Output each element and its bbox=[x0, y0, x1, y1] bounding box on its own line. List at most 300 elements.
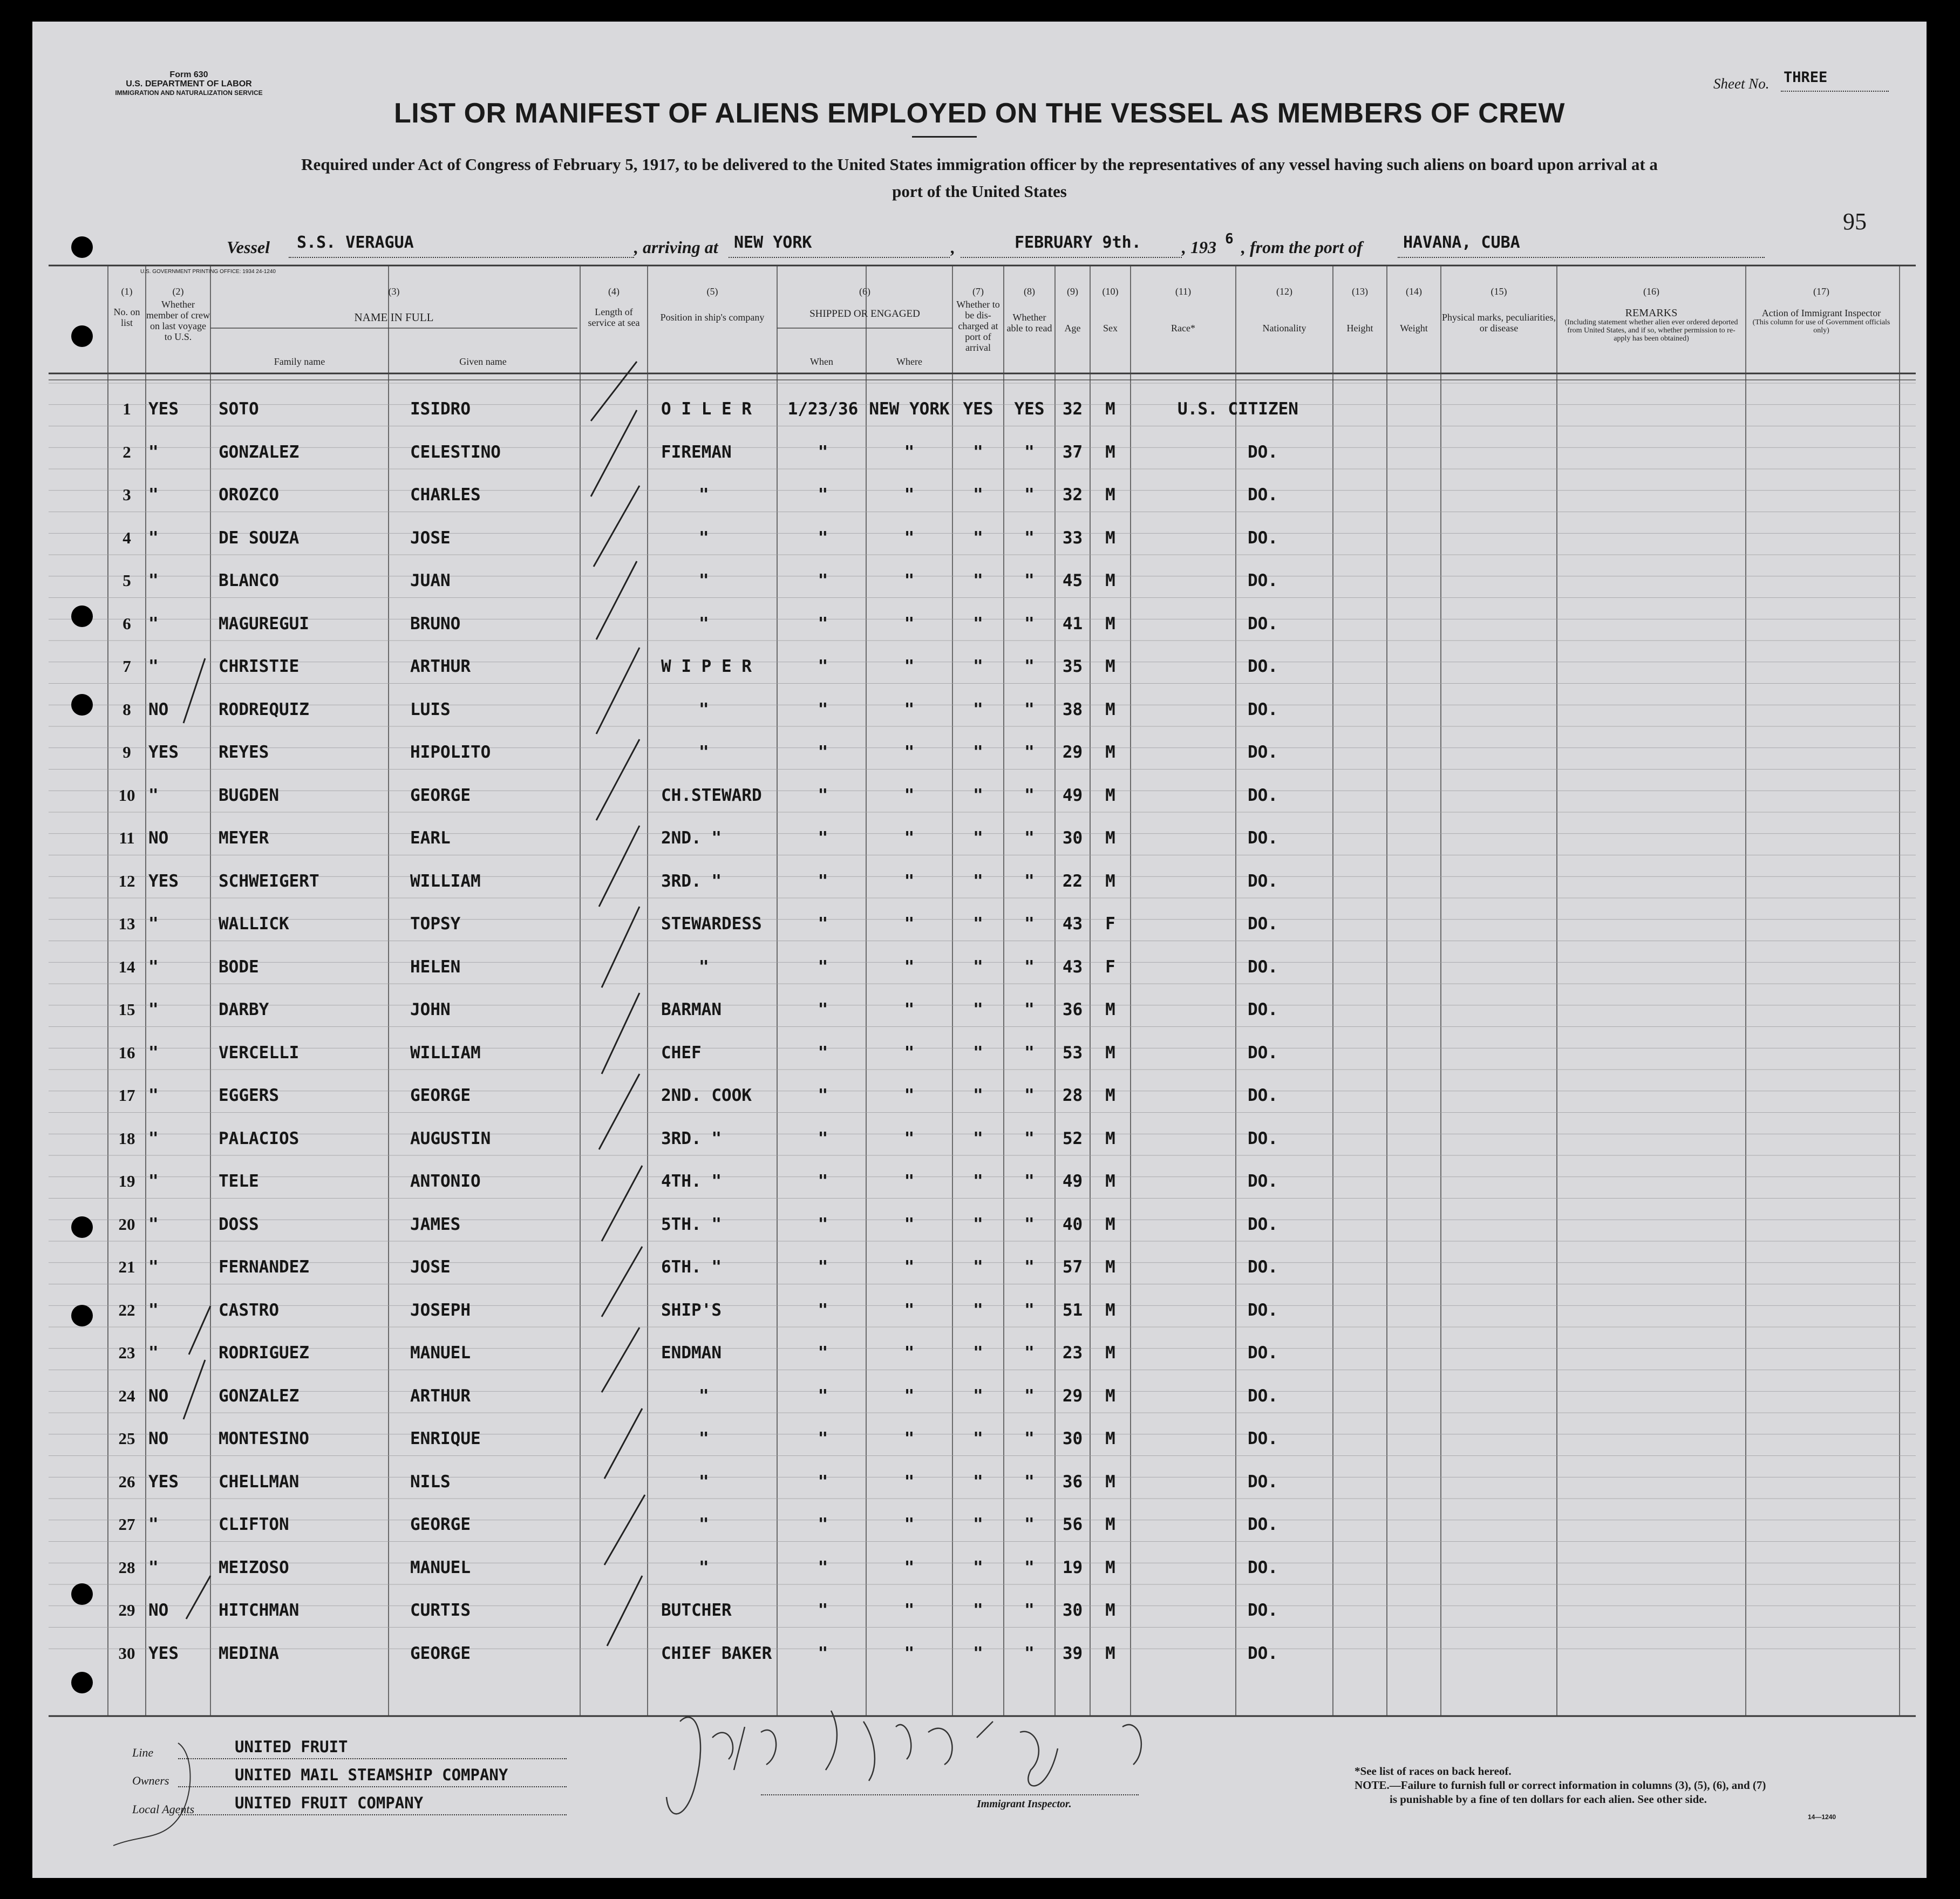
cell-where: " bbox=[904, 1386, 915, 1406]
cell-no: 25 bbox=[118, 1429, 135, 1448]
cell-read: " bbox=[1024, 871, 1035, 891]
sheet-number: THREE bbox=[1784, 69, 1828, 86]
cell-disch: " bbox=[973, 1000, 983, 1019]
cell-family: FERNANDEZ bbox=[219, 1257, 309, 1277]
cell-prev: " bbox=[148, 1128, 159, 1148]
cell-disch: " bbox=[973, 485, 983, 505]
cell-sex: M bbox=[1105, 1086, 1115, 1105]
cell-prev: NO bbox=[148, 1429, 169, 1448]
cell-where: " bbox=[904, 1128, 915, 1148]
cell-when: " bbox=[818, 571, 828, 590]
cell-disch: " bbox=[973, 871, 983, 891]
family-name-header: Family name bbox=[274, 356, 325, 367]
cell-disch: " bbox=[973, 614, 983, 634]
cell-read: " bbox=[1024, 442, 1035, 462]
cell-position: 4TH. " bbox=[661, 1172, 722, 1191]
cell-sex: M bbox=[1105, 699, 1115, 719]
cell-no: 21 bbox=[118, 1257, 135, 1276]
cell-where: " bbox=[904, 1343, 915, 1363]
cell-disch: " bbox=[973, 1343, 983, 1363]
col3-header: (3) NAME IN FULL bbox=[354, 286, 434, 324]
cell-age: 51 bbox=[1062, 1300, 1083, 1320]
cell-read: " bbox=[1024, 1429, 1035, 1448]
cell-race: DO. bbox=[1248, 485, 1278, 505]
cell-where: " bbox=[904, 914, 915, 934]
line-underline bbox=[178, 1758, 567, 1759]
cell-when: " bbox=[818, 828, 828, 848]
cell-sex: M bbox=[1105, 485, 1115, 505]
cell-no: 13 bbox=[118, 914, 135, 933]
cell-sex: M bbox=[1105, 1000, 1115, 1019]
cell-no: 30 bbox=[118, 1643, 135, 1663]
cell-sex: M bbox=[1105, 399, 1115, 419]
year-digit: 6 bbox=[1225, 231, 1234, 247]
cell-disch: " bbox=[973, 528, 983, 548]
cell-race: DO. bbox=[1248, 1300, 1278, 1320]
cell-prev: NO bbox=[148, 1601, 169, 1620]
from-label: , from the port of bbox=[1241, 237, 1363, 257]
col6-header: (6) SHIPPED OR ENGAGED bbox=[809, 286, 920, 319]
cell-disch: " bbox=[973, 657, 983, 676]
cell-family: MAGUREGUI bbox=[219, 614, 309, 634]
cell-no: 18 bbox=[118, 1128, 135, 1148]
cell-prev: " bbox=[148, 957, 159, 977]
cell-sex: M bbox=[1105, 1472, 1115, 1492]
cell-position: " bbox=[699, 957, 709, 977]
cell-when: " bbox=[818, 528, 828, 548]
cell-age: 30 bbox=[1062, 1429, 1083, 1448]
cell-when: " bbox=[818, 1515, 828, 1534]
penalty-note-2: is punishable by a fine of ten dollars for each alien. See other side. bbox=[1390, 1793, 1707, 1806]
cell-age: 49 bbox=[1062, 785, 1083, 805]
cell-given: ENRIQUE bbox=[410, 1429, 481, 1448]
cell-given: NILS bbox=[410, 1472, 451, 1492]
cell-position: BARMAN bbox=[661, 1000, 722, 1019]
cell-sex: M bbox=[1105, 1172, 1115, 1191]
cell-race: DO. bbox=[1248, 1472, 1278, 1492]
cell-position: " bbox=[699, 485, 709, 505]
cell-when: " bbox=[818, 657, 828, 676]
inspector-line bbox=[761, 1794, 1139, 1795]
cell-prev: " bbox=[148, 1343, 159, 1363]
col11-header: (11) Race* bbox=[1171, 286, 1195, 333]
cell-read: " bbox=[1024, 1601, 1035, 1620]
cell-position: 5TH. " bbox=[661, 1214, 722, 1234]
given-name-header: Given name bbox=[459, 356, 507, 367]
cell-prev: " bbox=[148, 1557, 159, 1577]
cell-no: 5 bbox=[122, 571, 131, 590]
cell-prev: NO bbox=[148, 828, 169, 848]
cell-where: " bbox=[904, 442, 915, 462]
cell-family: CASTRO bbox=[219, 1300, 279, 1320]
sheet-label: Sheet No. bbox=[1713, 76, 1770, 92]
cell-family: OROZCO bbox=[219, 485, 279, 505]
form-code: 14—1240 bbox=[1808, 1813, 1836, 1821]
cell-sex: M bbox=[1105, 871, 1115, 891]
cell-age: 32 bbox=[1062, 485, 1083, 505]
cell-race: U.S. CITIZEN bbox=[1178, 399, 1298, 419]
col14-header: (14) Weight bbox=[1400, 286, 1428, 333]
cell-no: 19 bbox=[118, 1172, 135, 1190]
cell-disch: " bbox=[973, 1043, 983, 1063]
cell-position: 3RD. " bbox=[661, 1128, 722, 1148]
cell-position: " bbox=[699, 571, 709, 590]
cell-no: 2 bbox=[122, 442, 131, 461]
cell-family: SCHWEIGERT bbox=[219, 871, 319, 891]
cell-race: DO. bbox=[1248, 1214, 1278, 1234]
cell-prev: " bbox=[148, 657, 159, 676]
cell-race: DO. bbox=[1248, 828, 1278, 848]
cell-given: WILLIAM bbox=[410, 871, 481, 891]
cell-sex: M bbox=[1105, 1601, 1115, 1620]
cell-sex: M bbox=[1105, 657, 1115, 676]
cell-position: O I L E R bbox=[661, 399, 752, 419]
cell-given: GEORGE bbox=[410, 785, 471, 805]
cell-age: 56 bbox=[1062, 1515, 1083, 1534]
cell-position: " bbox=[699, 614, 709, 634]
cell-position: FIREMAN bbox=[661, 442, 732, 462]
cell-when: " bbox=[818, 914, 828, 934]
cell-position: SHIP'S bbox=[661, 1300, 722, 1320]
binder-hole bbox=[71, 325, 93, 347]
cell-position: 6TH. " bbox=[661, 1257, 722, 1277]
cell-prev: " bbox=[148, 1300, 159, 1320]
cell-age: 45 bbox=[1062, 571, 1083, 590]
cell-position: ENDMAN bbox=[661, 1343, 722, 1363]
cell-read: YES bbox=[1014, 399, 1045, 419]
cell-given: MANUEL bbox=[410, 1343, 471, 1363]
binder-hole bbox=[71, 236, 93, 258]
cell-race: DO. bbox=[1248, 1429, 1278, 1448]
cell-race: DO. bbox=[1248, 1386, 1278, 1406]
cell-race: DO. bbox=[1248, 571, 1278, 590]
cell-race: DO. bbox=[1248, 528, 1278, 548]
cell-when: " bbox=[818, 1601, 828, 1620]
cell-disch: " bbox=[973, 699, 983, 719]
cell-when: " bbox=[818, 785, 828, 805]
cell-disch: " bbox=[973, 743, 983, 762]
cell-when: " bbox=[818, 957, 828, 977]
arrival-date: FEBRUARY 9th. bbox=[1015, 233, 1141, 252]
cell-no: 3 bbox=[122, 485, 131, 504]
cell-race: DO. bbox=[1248, 1000, 1278, 1019]
subtitle-line1: Required under Act of Congress of February 5, 1917, to be delivered to the United States immigration officer by the representatives of any vessel having such aliens on board upon arrival at a bbox=[301, 155, 1658, 174]
cell-disch: " bbox=[973, 828, 983, 848]
inspector-label: Immigrant Inspector. bbox=[977, 1798, 1072, 1810]
subtitle-line2: port of the United States bbox=[892, 182, 1067, 201]
penalty-note: NOTE.—Failure to furnish full or correct information in columns (3), (5), (6), and (7) bbox=[1355, 1779, 1766, 1792]
cell-where: " bbox=[904, 1043, 915, 1063]
cell-given: CURTIS bbox=[410, 1601, 471, 1620]
cell-read: " bbox=[1024, 657, 1035, 676]
cell-position: CH.STEWARD bbox=[661, 785, 762, 805]
cell-age: 43 bbox=[1062, 957, 1083, 977]
col1-header: (1) No. on list bbox=[113, 286, 140, 328]
cell-where: " bbox=[904, 1214, 915, 1234]
cell-position: 3RD. " bbox=[661, 871, 722, 891]
cell-race: DO. bbox=[1248, 785, 1278, 805]
cell-family: DOSS bbox=[219, 1214, 259, 1234]
cell-no: 14 bbox=[118, 957, 135, 976]
cell-given: ANTONIO bbox=[410, 1172, 481, 1191]
cell-read: " bbox=[1024, 1300, 1035, 1320]
cell-disch: " bbox=[973, 1643, 983, 1663]
cell-no: 24 bbox=[118, 1386, 135, 1405]
cell-disch: " bbox=[973, 442, 983, 462]
cell-family: HITCHMAN bbox=[219, 1601, 300, 1620]
cell-age: 30 bbox=[1062, 828, 1083, 848]
cell-where: " bbox=[904, 1086, 915, 1105]
cell-no: 27 bbox=[118, 1515, 135, 1534]
service: IMMIGRATION AND NATURALIZATION SERVICE bbox=[115, 89, 263, 97]
col2-header: (2) Whether member of crew on last voyage to U.S. bbox=[146, 286, 210, 342]
cell-prev: NO bbox=[148, 699, 169, 719]
agents-value: UNITED FRUIT COMPANY bbox=[235, 1794, 424, 1812]
cell-family: BLANCO bbox=[219, 571, 279, 590]
cell-read: " bbox=[1024, 1472, 1035, 1492]
cell-race: DO. bbox=[1248, 957, 1278, 977]
cell-prev: " bbox=[148, 528, 159, 548]
cell-read: " bbox=[1024, 1515, 1035, 1534]
cell-given: ARTHUR bbox=[410, 657, 471, 676]
cell-when: " bbox=[818, 1386, 828, 1406]
cell-age: 49 bbox=[1062, 1172, 1083, 1191]
cell-family: DARBY bbox=[219, 1000, 269, 1019]
manifest-sheet: Form 630 U.S. DEPARTMENT OF LABOR IMMIGRATION AND NATURALIZATION SERVICE Sheet No. THREE LIST OR MANIFEST OF ALIENS EMPLOYED ON THE VESSEL AS MEMBERS OF CREW Required under Act of Congress of February 5, 1917, to be delivered to the United States immigration officer by the representatives of any vessel having such aliens on board upon arrival at a port of the United States 95 Vessel S.S. VERAGUA , arriving at NEW YORK , FEBRUARY 9th. , 193 6 , from the port of HAVANA, CUBA U.S. GOVERNMENT PRINTING OFFICE: 1934 24-1240 (1) No. on list (2) Whether member of crew on last voyage to U.S. (3) NAME IN FULL Family name Given name (4) Length of service at sea (5) Position in ship's company (6) SHIPPED OR ENGAGED When Where (7) Whether to be dis-charged at port of arrival (8) Whether able to read (9) Age (10) Sex (11) Race* (12) Nationality (13) Height (14) Weight (15) Physical marks, peculiarities, or disease (16) REMARKS (Including statement whether alien ever ordered deported from United States, and if so, whether permission to re-apply has been obtained) (17) Action of Immigrant Inspector (This column for use of Government officials only) 1 YES SOTO ISIDRO O I L E R 1/23/36 NEW YORK YES YES 32 M U.S. CITIZEN 2 " GONZALEZ CELESTINO FIREMAN " " " " 37 M DO. 3 " OROZCO CHARLES " " " " " 32 M DO. 4 " DE SOUZA JOSE " " " " " 33 M DO. 5 " BLANCO JUAN " " " " " 45 M DO. 6 " MAGUREGUI BRUNO " " " " " 41 M DO. 7 " CHRISTIE ARTHUR W I P E R " " " " 35 M DO. 8 NO RODREQUIZ LUIS " " " " " 38 M DO. 9 YES REYES HIPOLITO " " " " " 29 M DO. 10 " BUGDEN GEORGE CH.STEWARD " " " " 49 M DO. 11 NO MEYER EARL 2ND. " " " " " 30 M DO. 12 YES SCHWEIGERT WILLIAM 3RD. " " " " " 22 M DO. 13 " WALLICK TOPSY STEWARDESS " " " " 43 F DO. 14 " BODE HELEN " " " " " 43 F DO. 15 " DARBY JOHN BARMAN " " " " 36 M DO. 16 " VERCELLI WILLIAM CHEF " " " " 53 M DO. 17 " EGGERS GEORGE 2ND. COOK " " " " 28 M DO. 18 " PALACIOS AUGUSTIN 3RD. " " " " " 52 M DO. 19 " TELE ANTONIO 4TH. " " " " " 49 M DO. 20 " DOSS JAMES 5TH. " " " " " 40 M DO. 21 " FERNANDEZ JOSE 6TH. " " " " " 57 M DO. 22 " CASTRO JOSEPH SHIP'S " " " " 51 M DO. 23 " RODRIGUEZ MANUEL ENDMAN " " " " 23 M DO. 24 NO GONZALEZ ARTHUR " " " " " 29 M DO. 25 NO MONTESINO ENRIQUE " " " " " 30 M DO. 26 YES CHELLMAN NILS " " " " " 36 M DO. 27 " CLIFTON GEORGE " " " " " 56 M DO. 28 " MEIZOSO MANUEL " " " " " 19 M DO. 29 NO HITCHMAN CURTIS BUTCHER " " " " 30 M DO. 30 YES MEDINA GEORGE CHIEF BAKER " " " " 39 M DO. Line UNITED FRUIT Owners UNITED MAIL STEAMSHIP COMPANY Local Agents UNITED FRUIT COMPANY Immigrant Inspector. *See list of races on back hereof. NOTE.—Failure to furnish full or correct information in columns (3), (5), (6), and (7) is punishable by a fine of ten dollars for each alien. See other side. 14—1240 bbox=[32, 22, 1927, 1878]
cell-family: REYES bbox=[219, 743, 269, 762]
cell-disch: " bbox=[973, 1386, 983, 1406]
col16-header: (16) REMARKS (Including statement whether alien ever ordered deported from United States, and if so, whether permission to re-apply has been obtained) bbox=[1564, 286, 1738, 343]
owners-label: Owners bbox=[132, 1774, 169, 1787]
cell-family: EGGERS bbox=[219, 1086, 279, 1105]
cell-disch: " bbox=[973, 1214, 983, 1234]
cell-race: DO. bbox=[1248, 699, 1278, 719]
cell-disch: " bbox=[973, 1515, 983, 1534]
cell-where: " bbox=[904, 1000, 915, 1019]
cell-no: 16 bbox=[118, 1043, 135, 1062]
cell-disch: " bbox=[973, 1601, 983, 1620]
cell-family: DE SOUZA bbox=[219, 528, 300, 548]
cell-age: 36 bbox=[1062, 1000, 1083, 1019]
cell-no: 23 bbox=[118, 1343, 135, 1362]
cell-disch: " bbox=[973, 1172, 983, 1191]
col17-header: (17) Action of Immigrant Inspector (This column for use of Government officials only) bbox=[1752, 286, 1890, 335]
cell-prev: " bbox=[148, 485, 159, 505]
cell-position: " bbox=[699, 528, 709, 548]
cell-when: " bbox=[818, 442, 828, 462]
cell-no: 9 bbox=[122, 743, 131, 761]
cell-read: " bbox=[1024, 485, 1035, 505]
cell-when: " bbox=[818, 1300, 828, 1320]
cell-sex: M bbox=[1105, 528, 1115, 548]
agents-underline bbox=[178, 1814, 567, 1815]
cell-sex: M bbox=[1105, 785, 1115, 805]
cell-family: CHELLMAN bbox=[219, 1472, 300, 1492]
cell-when: " bbox=[818, 743, 828, 762]
cell-read: " bbox=[1024, 528, 1035, 548]
cell-given: JUAN bbox=[410, 571, 451, 590]
cell-race: DO. bbox=[1248, 1601, 1278, 1620]
cell-race: DO. bbox=[1248, 914, 1278, 934]
cell-position: W I P E R bbox=[661, 657, 752, 676]
col9-header: (9) Age bbox=[1064, 286, 1081, 333]
cell-prev: " bbox=[148, 785, 159, 805]
owners-underline bbox=[178, 1786, 567, 1787]
cell-when: " bbox=[818, 871, 828, 891]
col4-header: (4) Length of service at sea bbox=[588, 286, 640, 328]
cell-where: " bbox=[904, 1172, 915, 1191]
cell-no: 29 bbox=[118, 1601, 135, 1619]
cell-family: MONTESINO bbox=[219, 1429, 309, 1448]
cell-sex: M bbox=[1105, 1515, 1115, 1534]
cell-no: 17 bbox=[118, 1086, 135, 1105]
cell-age: 41 bbox=[1062, 614, 1083, 634]
cell-disch: " bbox=[973, 1086, 983, 1105]
cell-given: GEORGE bbox=[410, 1643, 471, 1663]
cell-family: RODREQUIZ bbox=[219, 699, 309, 719]
cell-age: 38 bbox=[1062, 699, 1083, 719]
cell-read: " bbox=[1024, 1257, 1035, 1277]
cell-where: " bbox=[904, 1601, 915, 1620]
cell-where: " bbox=[904, 1300, 915, 1320]
cell-where: " bbox=[904, 871, 915, 891]
manifest-title: LIST OR MANIFEST OF ALIENS EMPLOYED ON THE VESSEL AS MEMBERS OF CREW bbox=[394, 98, 1565, 129]
cell-family: PALACIOS bbox=[219, 1128, 300, 1148]
cell-read: " bbox=[1024, 1043, 1035, 1063]
cell-disch: " bbox=[973, 1472, 983, 1492]
cell-family: GONZALEZ bbox=[219, 442, 300, 462]
cell-where: " bbox=[904, 1557, 915, 1577]
cell-no: 10 bbox=[118, 785, 135, 805]
cell-read: " bbox=[1024, 957, 1035, 977]
cell-when: " bbox=[818, 614, 828, 634]
cell-given: GEORGE bbox=[410, 1515, 471, 1534]
cell-when: " bbox=[818, 699, 828, 719]
binder-hole bbox=[71, 1672, 93, 1693]
cell-no: 12 bbox=[118, 871, 135, 890]
department: U.S. DEPARTMENT OF LABOR bbox=[126, 79, 252, 89]
cell-read: " bbox=[1024, 1343, 1035, 1363]
line-value: UNITED FRUIT bbox=[235, 1738, 348, 1756]
cell-race: DO. bbox=[1248, 743, 1278, 762]
cell-when: " bbox=[818, 1472, 828, 1492]
cell-given: ISIDRO bbox=[410, 399, 471, 419]
cell-family: RODRIGUEZ bbox=[219, 1343, 309, 1363]
grid-lines bbox=[49, 266, 1916, 1716]
cell-where: " bbox=[904, 828, 915, 848]
cell-prev: " bbox=[148, 614, 159, 634]
cell-race: DO. bbox=[1248, 871, 1278, 891]
cell-prev: YES bbox=[148, 743, 179, 762]
cell-given: BRUNO bbox=[410, 614, 461, 634]
cell-family: SOTO bbox=[219, 399, 259, 419]
cell-when: " bbox=[818, 1043, 828, 1063]
cell-given: WILLIAM bbox=[410, 1043, 481, 1063]
cell-read: " bbox=[1024, 828, 1035, 848]
cell-given: MANUEL bbox=[410, 1557, 471, 1577]
cell-prev: YES bbox=[148, 399, 179, 419]
arriving-port: NEW YORK bbox=[734, 233, 812, 252]
cell-family: GONZALEZ bbox=[219, 1386, 300, 1406]
cell-prev: " bbox=[148, 1086, 159, 1105]
cell-given: JOSEPH bbox=[410, 1300, 471, 1320]
cell-disch: " bbox=[973, 957, 983, 977]
cell-read: " bbox=[1024, 1214, 1035, 1234]
cell-sex: M bbox=[1105, 1343, 1115, 1363]
from-port: HAVANA, CUBA bbox=[1403, 233, 1520, 252]
cell-given: JOHN bbox=[410, 1000, 451, 1019]
col8-header: (8) Whether able to read bbox=[1006, 286, 1052, 333]
cell-age: 43 bbox=[1062, 914, 1083, 934]
cell-prev: YES bbox=[148, 1472, 179, 1492]
cell-disch: " bbox=[973, 571, 983, 590]
cell-read: " bbox=[1024, 914, 1035, 934]
cell-position: 2ND. " bbox=[661, 828, 722, 848]
cell-family: VERCELLI bbox=[219, 1043, 300, 1063]
cell-prev: " bbox=[148, 571, 159, 590]
cell-sex: M bbox=[1105, 442, 1115, 462]
cell-prev: " bbox=[148, 1515, 159, 1534]
cell-prev: " bbox=[148, 442, 159, 462]
cell-no: 11 bbox=[119, 828, 135, 847]
cell-position: 2ND. COOK bbox=[661, 1086, 752, 1105]
cell-family: MEIZOSO bbox=[219, 1557, 289, 1577]
cell-age: 52 bbox=[1062, 1128, 1083, 1148]
cell-when: " bbox=[818, 1086, 828, 1105]
cell-prev: " bbox=[148, 1214, 159, 1234]
cell-given: LUIS bbox=[410, 699, 451, 719]
cell-family: WALLICK bbox=[219, 914, 289, 934]
cell-given: JOSE bbox=[410, 1257, 451, 1277]
cell-no: 7 bbox=[122, 657, 131, 676]
cell-position: BUTCHER bbox=[661, 1601, 732, 1620]
cell-sex: F bbox=[1105, 957, 1115, 977]
cell-read: " bbox=[1024, 743, 1035, 762]
cell-disch: " bbox=[973, 1557, 983, 1577]
cell-race: DO. bbox=[1248, 1643, 1278, 1663]
cell-position: " bbox=[699, 1429, 709, 1448]
cell-no: 20 bbox=[118, 1214, 135, 1234]
cell-where: " bbox=[904, 1472, 915, 1492]
col13-header: (13) Height bbox=[1346, 286, 1373, 333]
cell-race: DO. bbox=[1248, 657, 1278, 676]
cell-read: " bbox=[1024, 1386, 1035, 1406]
cell-read: " bbox=[1024, 1643, 1035, 1663]
cell-disch: " bbox=[973, 1429, 983, 1448]
cell-where: " bbox=[904, 1257, 915, 1277]
cell-read: " bbox=[1024, 1086, 1035, 1105]
cell-age: 28 bbox=[1062, 1086, 1083, 1105]
cell-age: 35 bbox=[1062, 657, 1083, 676]
cell-family: BUGDEN bbox=[219, 785, 279, 805]
cell-age: 29 bbox=[1062, 743, 1083, 762]
cell-sex: M bbox=[1105, 1386, 1115, 1406]
printing-note: U.S. GOVERNMENT PRINTING OFFICE: 1934 24-1240 bbox=[140, 269, 276, 275]
cell-age: 19 bbox=[1062, 1557, 1083, 1577]
cell-age: 40 bbox=[1062, 1214, 1083, 1234]
when-header: When bbox=[810, 356, 833, 367]
cell-sex: M bbox=[1105, 1429, 1115, 1448]
cell-no: 15 bbox=[118, 1000, 135, 1019]
cell-given: TOPSY bbox=[410, 914, 461, 934]
cell-position: CHEF bbox=[661, 1043, 702, 1063]
cell-position: " bbox=[699, 743, 709, 762]
cell-sex: M bbox=[1105, 1557, 1115, 1577]
cell-given: AUGUSTIN bbox=[410, 1128, 491, 1148]
cell-read: " bbox=[1024, 699, 1035, 719]
cell-given: GEORGE bbox=[410, 1086, 471, 1105]
cell-sex: M bbox=[1105, 743, 1115, 762]
